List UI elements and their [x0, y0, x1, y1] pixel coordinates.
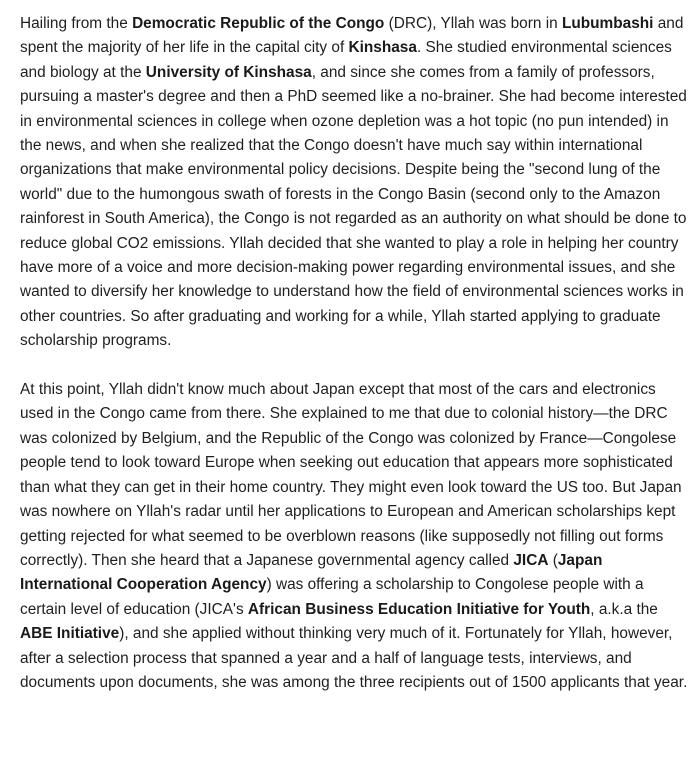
link-african-business-education-initiative-for-youth[interactable]: African Business Education Initiative for Youth [247, 600, 591, 618]
text-segment: At this point, Yllah didn't know much about Japan except that most of the cars and electronics used in the Congo came from there. She explained to me that due to colonial history—the DRC was colonized by Belgium, and the Republic of the Congo was colonized by France—Congolese people tend to look toward Europe when seeking out education that appears more sophisticated than what they can get in their home country. They might even look toward the US too. But Japan was nowhere on Yllah's radar until her applications to European and American scholarships kept getting rejected for what seemed to be overblown reasons (like supposedly not filling out forms correctly). Then she heard that a Japanese governmental agency called [20, 381, 682, 569]
text-segment: ), and she applied without thinking very much of it. Fortunately for Yllah, however, after a selection process that spanned a year and a half of language tests, interviews, and documents upon documents, she was among the three recipients out of 1500 applicants that year. [20, 625, 688, 691]
text-segment: , a.k.a the [590, 600, 658, 618]
text-segment: ( [548, 551, 558, 569]
text-segment: . She studied environmental sciences and biology at the [20, 39, 672, 81]
text-segment: ) was offering a scholarship to Congolese people with a certain level of education (JICA's [20, 576, 644, 618]
paragraph-2 [20, 378, 692, 695]
link-university-of-kinshasa[interactable]: University of Kinshasa [145, 63, 312, 81]
link-abe-initiative[interactable]: ABE Initiative [20, 625, 120, 643]
text-segment: Hailing from the [20, 15, 133, 32]
link-japan-international-cooperation-agency[interactable]: Japan International Cooperation Agency [20, 551, 603, 594]
text-segment: (DRC), Yllah was born in [384, 15, 562, 32]
link-jica[interactable]: JICA [513, 551, 549, 569]
link-lubumbashi[interactable]: Lubumbashi [561, 15, 654, 32]
text-segment: , and since she comes from a family of professors, pursuing a master's degree and then a PhD seemed like a no-brainer. She had become interested in environmental sciences in college when ozone depletion was a hot topic (no pun intended) in the news, and when she realized that the Congo doesn't have much say within international organizations that make environmental policy decisions. Despite being the "second lung of the world" due to the humongous swath of forests in the Congo Basin (second only to the Amazon rainforest in South America), the Congo is not regarded as an authority on what should be done to reduce global CO2 emissions. Yllah decided that she wanted to play a role in helping her country have more of a voice and more decision-making power regarding environmental issues, and she wanted to diversify her knowledge to understand how the field of environmental sciences works in other countries. So after graduating and working for a while, Yllah started applying to graduate scholarship programs. [20, 63, 687, 350]
link-democratic-republic-of-the-congo[interactable]: Democratic Republic of the Congo [132, 15, 385, 32]
link-kinshasa[interactable]: Kinshasa [348, 39, 417, 57]
text-segment: and spent the majority of her life in the capital city of [20, 15, 684, 57]
paragraph-1 [20, 12, 692, 354]
